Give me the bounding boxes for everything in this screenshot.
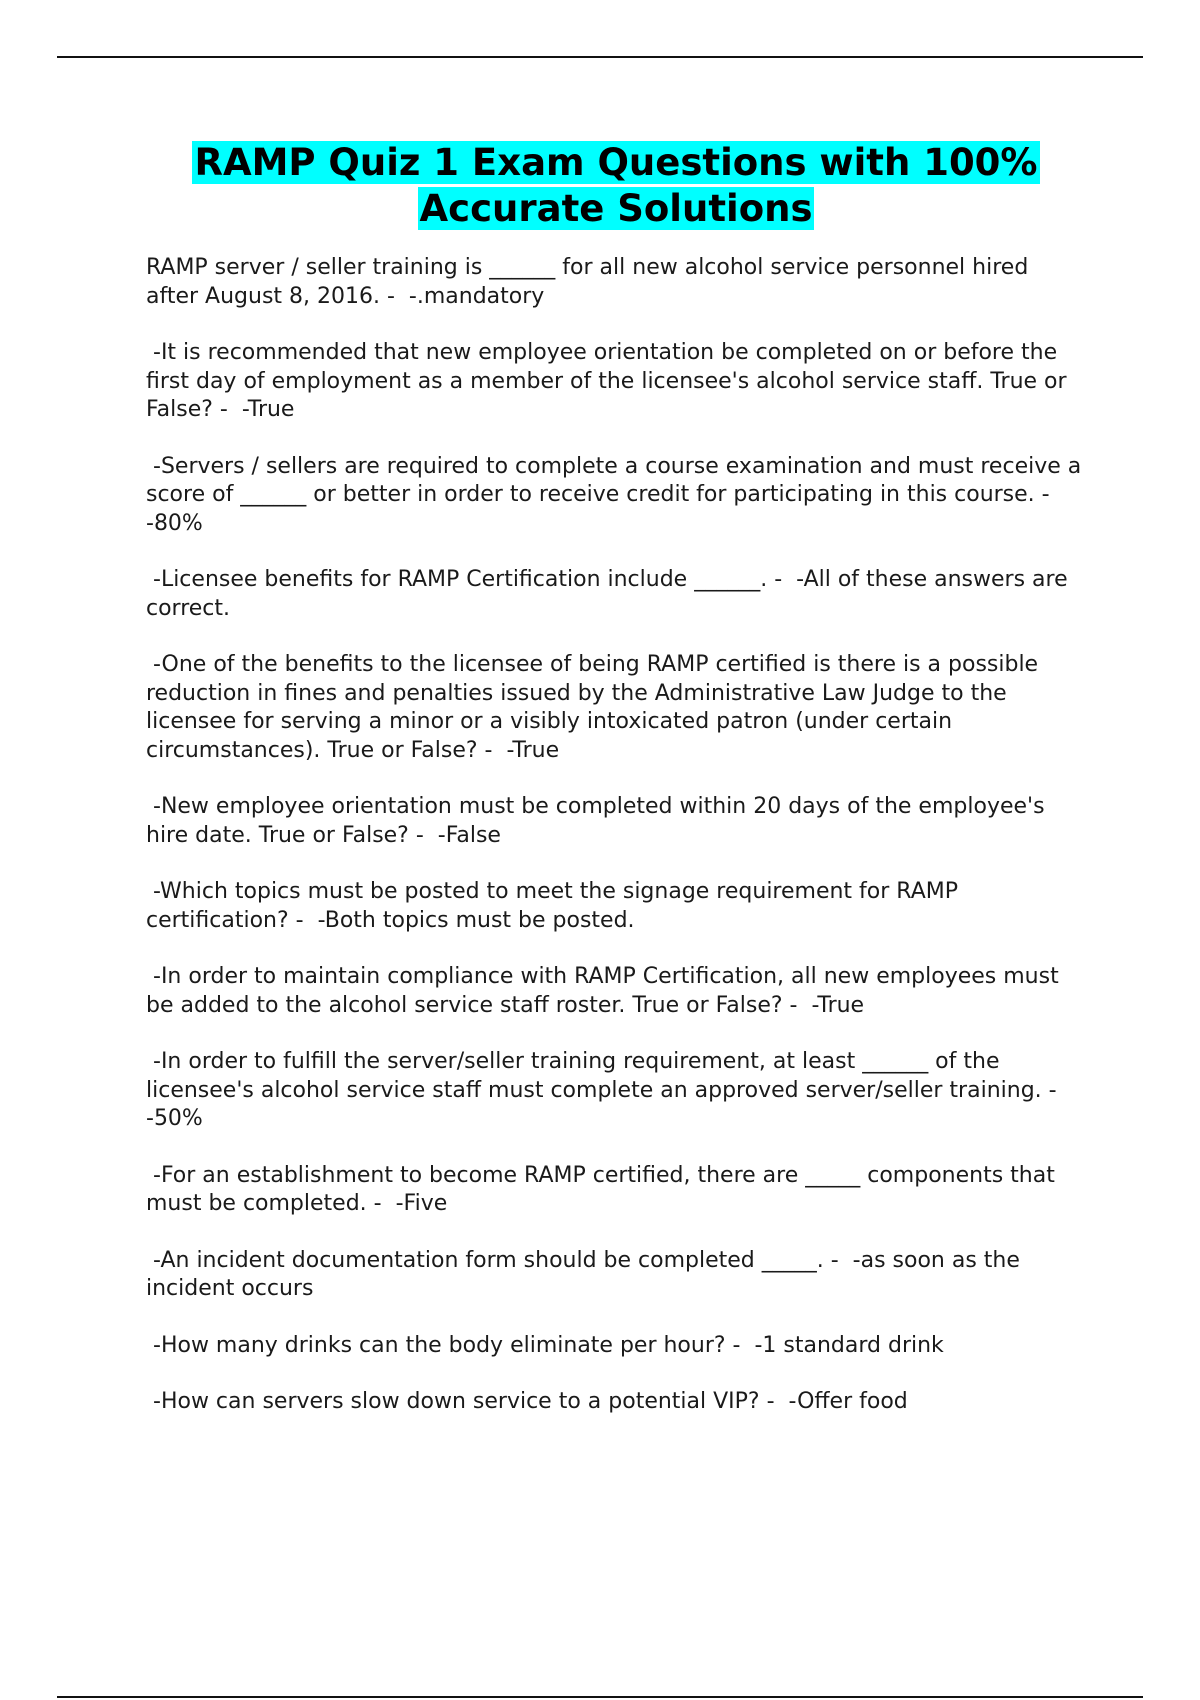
question-item: -In order to fulfill the server/seller training requirement, at least ______ of the licensee's alcohol service staff must complete an approved server/seller training. - -50% xyxy=(146,1049,1071,1131)
question-item: RAMP server / seller training is ______ for all new alcohol service personnel hired after August 8, 2016. - -.mandatory xyxy=(146,255,1036,309)
top-rule xyxy=(57,56,1143,58)
question-item: -Licensee benefits for RAMP Certification include ______. - -All of these answers are correct. xyxy=(146,567,1075,621)
question-item: -It is recommended that new employee orientation be completed on or before the first day of employment as a member of the licensee's alcohol service staff. True or False? - -True xyxy=(146,340,1074,422)
question-item: -Servers / sellers are required to complete a course examination and must receive a score of ______ or better in order to receive credit for participating in this course. - -80% xyxy=(146,453,1089,536)
document-title xyxy=(146,140,1086,232)
question-list xyxy=(146,254,1089,1417)
question-item: -For an establishment to become RAMP certified, there are _____ components that must be completed. - -Five xyxy=(146,1162,1062,1216)
question-item: -One of the benefits to the licensee of being RAMP certified is there is a possible reduction in fines and penalties issued by the Administrative Law Judge to the licensee for serving a minor or a visibly intoxicated patron (under certain circumstances). True or False? - -True xyxy=(146,652,1046,763)
question-item: -How can servers slow down service to a potential VIP? - -Offer food xyxy=(146,1389,908,1414)
question-item: -How many drinks can the body eliminate per hour? - -1 standard drink xyxy=(146,1332,944,1358)
question-item: -In order to maintain compliance with RAMP Certification, all new employees must be added to the alcohol service staff roster. True or False? - -True xyxy=(146,964,1066,1018)
question-item: -Which topics must be posted to meet the signage requirement for RAMP certification? - -Both topics must be posted. xyxy=(146,879,965,933)
document-body xyxy=(146,140,1089,1445)
title-line-2: Accurate Solutions xyxy=(419,187,813,230)
title-line-1: RAMP Quiz 1 Exam Questions with 100% xyxy=(194,141,1038,184)
bottom-rule xyxy=(57,1696,1143,1698)
question-item: -An incident documentation form should be completed _____. - -as soon as the incident occurs xyxy=(146,1247,1027,1301)
question-item: -New employee orientation must be completed within 20 days of the employee's hire date. True or False? - -False xyxy=(146,794,1052,848)
